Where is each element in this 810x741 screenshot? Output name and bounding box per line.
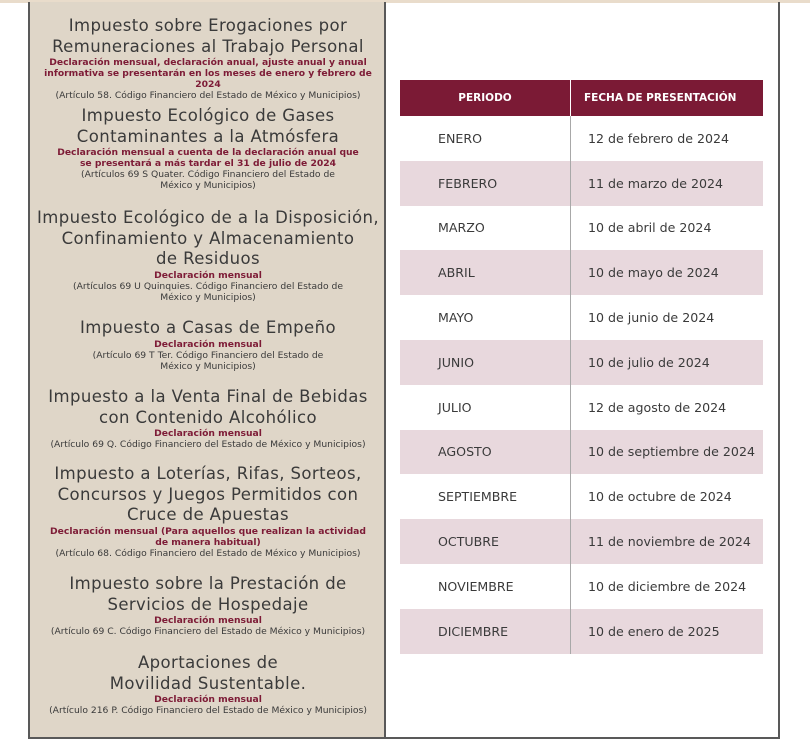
table-row [400, 474, 763, 519]
tax-ref-line: México y Municipios) [160, 360, 256, 372]
period-cell: JULIO [400, 385, 571, 430]
date-cell: 12 de febrero de 2024 [588, 130, 730, 146]
tax-title-line: Servicios de Hospedaje [107, 594, 309, 614]
date-cell: 10 de abril de 2024 [588, 220, 712, 236]
period-cell: MAYO [400, 295, 571, 340]
tax-note-line: informativa se presentarán en los meses de enero y febrero de 2024 [44, 68, 372, 90]
tax-title-line: de Residuos [156, 249, 260, 268]
date-cell: 11 de marzo de 2024 [588, 175, 724, 191]
table-row [400, 430, 763, 475]
tax-note-line: Declaración mensual [154, 428, 262, 439]
tax-title-line: Concursos y Juegos Permitidos con [57, 484, 359, 504]
tax-list-panel [30, 2, 386, 737]
table-row [400, 519, 763, 564]
tax-ref-line: (Artículo 69 Q. Código Financiero del Estado de México y Municipios) [50, 439, 366, 450]
tax-item [34, 16, 382, 101]
tax-ref-line: (Artículo 69 C. Código Financiero del Estado de México y Municipios) [50, 626, 366, 637]
tax-title-line: Confinamiento y Almacenamiento [61, 228, 355, 248]
date-cell: 10 de junio de 2024 [588, 310, 715, 326]
tax-note-line: Declaración mensual a cuenta de la declaración anual que [57, 147, 359, 158]
tax-note-line: Declaración mensual, declaración anual, ajuste anual y anual [49, 57, 367, 68]
period-cell: FEBRERO [400, 161, 571, 206]
period-cell: NOVIEMBRE [400, 564, 571, 609]
tax-item [34, 574, 382, 637]
date-column-header: FECHA DE PRESENTACIÓN [584, 92, 737, 104]
date-cell: 10 de julio de 2024 [588, 354, 710, 370]
tax-ref-line: México y Municipios) [160, 291, 256, 303]
tax-title-line: Aportaciones de [137, 653, 279, 672]
tax-note-line: Declaración mensual [154, 694, 262, 705]
tax-ref-line: (Artículo 58. Código Financiero del Estado de México y Municipios) [55, 90, 361, 101]
tax-ref-line: (Artículo 69 T Ter. Código Financiero del Estado de [92, 349, 324, 361]
date-cell: 10 de diciembre de 2024 [588, 578, 747, 594]
tax-note-line: se presentará a más tardar el 31 de julio de 2024 [79, 158, 337, 169]
tax-item [34, 387, 382, 450]
table-row [400, 295, 763, 340]
tax-ref-line: (Artículos 69 U Quinquies. Código Financiero del Estado de [73, 280, 343, 292]
tax-ref-line: (Artículo 216 P. Código Financiero del Estado de México y Municipios) [49, 705, 367, 716]
tax-item [34, 106, 382, 191]
date-cell: 11 de noviembre de 2024 [588, 534, 751, 550]
period-cell: ENERO [400, 116, 571, 161]
tax-title-line: Impuesto a Loterías, Rifas, Sorteos, [54, 464, 362, 483]
table-row [400, 161, 763, 206]
date-cell: 10 de mayo de 2024 [588, 265, 719, 281]
table-header [400, 80, 763, 116]
date-cell: 10 de octubre de 2024 [588, 489, 732, 505]
tax-title-line: Contaminantes a la Atmósfera [76, 126, 340, 146]
table-row [400, 385, 763, 430]
tax-ref-line: (Artículos 69 S Quater. Código Financiero del Estado de [81, 169, 335, 180]
tax-note-line: de manera habitual) [155, 536, 261, 548]
tax-title-line: Impuesto a la Venta Final de Bebidas [48, 387, 368, 406]
tax-ref-line: México y Municipios) [160, 180, 256, 191]
tax-title-line: Impuesto sobre la Prestación de [69, 574, 347, 593]
date-cell: 12 de agosto de 2024 [588, 399, 727, 415]
period-cell: SEPTIEMBRE [400, 474, 571, 519]
tax-ref-line: (Artículo 68. Código Financiero del Estado de México y Municipios) [55, 547, 361, 559]
period-cell: OCTUBRE [400, 519, 571, 564]
tax-item [34, 653, 382, 716]
tax-title-line: Impuesto a Casas de Empeño [80, 318, 336, 337]
date-cell: 10 de septiembre de 2024 [588, 444, 755, 460]
tax-title-line: Cruce de Apuestas [126, 505, 290, 524]
tax-title-line: Impuesto Ecológico de a la Disposición, [36, 208, 380, 227]
tax-item [34, 208, 382, 303]
table-row [400, 250, 763, 295]
table-row [400, 206, 763, 251]
schedule-table [400, 80, 763, 654]
tax-note-line: Declaración mensual (Para aquellos que realizan la actividad [50, 525, 366, 537]
tax-note-line: Declaración mensual [154, 338, 262, 350]
table-row [400, 609, 763, 654]
tax-title-line: Impuesto sobre Erogaciones por [68, 16, 348, 35]
tax-item [34, 464, 382, 559]
period-cell: MARZO [400, 206, 571, 251]
table-row [400, 564, 763, 609]
date-cell: 10 de enero de 2025 [588, 623, 720, 639]
tax-title-line: Impuesto Ecológico de Gases [81, 106, 335, 125]
table-row [400, 340, 763, 385]
tax-title-line: Remuneraciones al Trabajo Personal [52, 36, 364, 56]
period-cell: DICIEMBRE [400, 609, 571, 654]
tax-item [34, 318, 382, 372]
table-row [400, 116, 763, 161]
period-cell: AGOSTO [400, 430, 571, 475]
tax-title-line: Movilidad Sustentable. [109, 673, 307, 693]
period-cell: JUNIO [400, 340, 571, 385]
tax-note-line: Declaración mensual [154, 269, 262, 281]
tax-note-line: Declaración mensual [154, 615, 262, 626]
period-column-header: PERIODO [400, 80, 571, 116]
tax-title-line: con Contenido Alcohólico [99, 407, 317, 427]
period-cell: ABRIL [400, 250, 571, 295]
